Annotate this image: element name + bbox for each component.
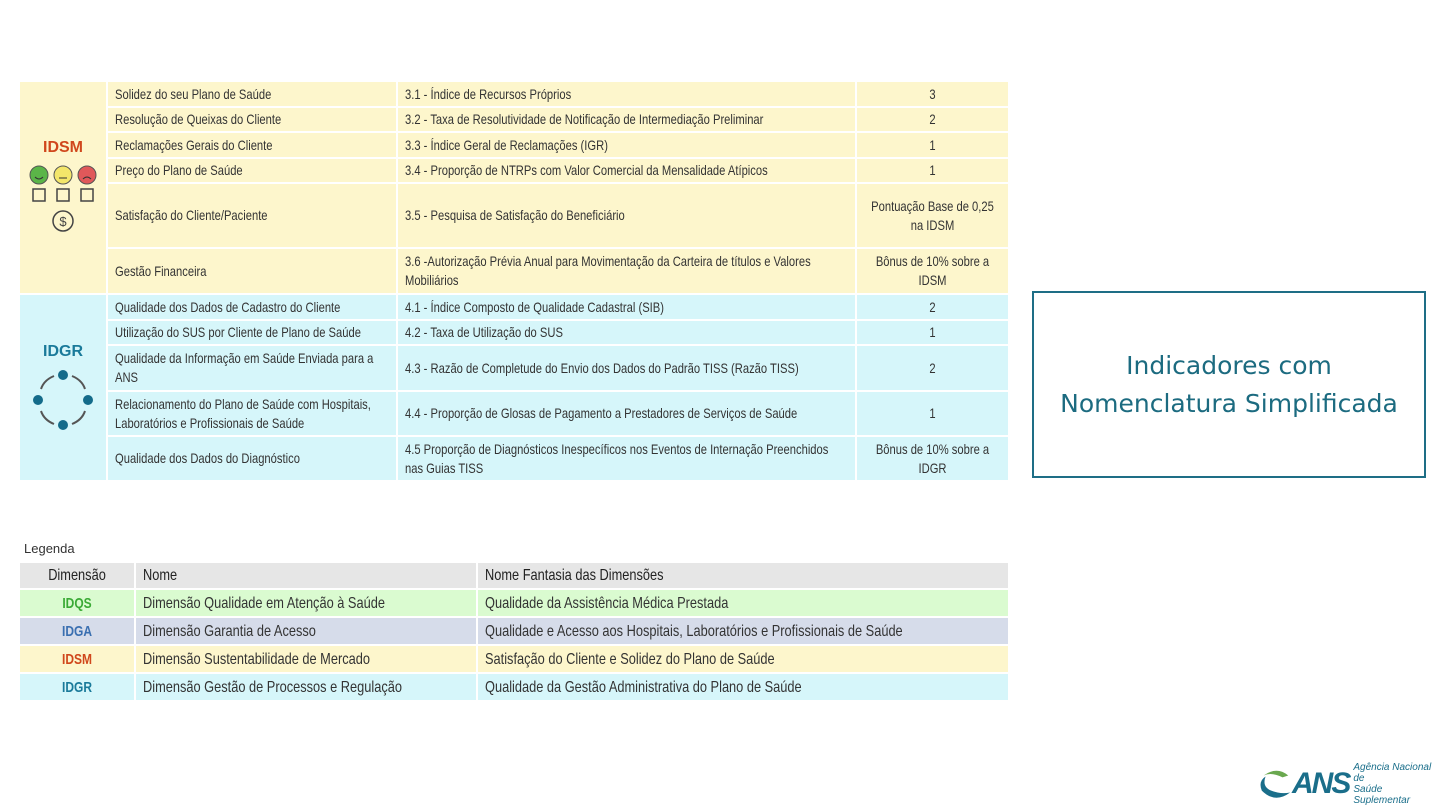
idgr-weight-cell xyxy=(857,437,1010,482)
idgr-name-cell-text: Relacionamento do Plano de Saúde com Hospitais, Laboratórios e Profissionais de Saúde xyxy=(115,395,371,431)
idsm-weight-cell xyxy=(857,159,1010,184)
legend-code-cell xyxy=(20,646,136,674)
idgr-indicator-cell-text: 4.1 - Índice Composto de Qualidade Cadastral (SIB) xyxy=(405,298,664,315)
legend-name-cell xyxy=(136,618,478,646)
legend-header-cell-text: Nome xyxy=(143,567,178,584)
legend-name-cell xyxy=(136,590,478,618)
legend-name-cell xyxy=(136,674,478,702)
idsm-name-cell xyxy=(108,133,398,159)
ans-logo-mark-icon xyxy=(1258,767,1292,801)
idgr-name-cell xyxy=(108,392,398,437)
idsm-indicator-cell xyxy=(398,159,857,184)
idgr-weight-cell xyxy=(857,392,1010,437)
idsm-group-cell xyxy=(20,82,108,295)
idgr-name-cell-text: Qualidade dos Dados de Cadastro do Cliente xyxy=(115,298,341,315)
idgr-weight-cell xyxy=(857,295,1010,321)
idsm-weight-cell-text: 1 xyxy=(929,136,936,153)
idgr-weight-cell-text: 2 xyxy=(929,298,936,315)
idgr-name-cell-text: Qualidade dos Dados do Diagnóstico xyxy=(115,450,300,466)
idsm-indicator-cell-text: 3.2 - Taxa de Resolutividade de Notificação de Intermediação Preliminar xyxy=(405,111,764,127)
legend-name-cell-text: Dimensão Garantia de Acesso xyxy=(143,622,316,640)
callout-box xyxy=(1032,291,1426,478)
idgr-indicator-cell xyxy=(398,392,857,437)
idsm-weight-cell xyxy=(857,184,1010,249)
legend-header-cell xyxy=(136,563,478,590)
legend-fantasy-cell xyxy=(478,618,1010,646)
legend-code-cell xyxy=(20,618,136,646)
legend-header-cell xyxy=(478,563,1010,590)
legend-fantasy-cell-text: Qualidade e Acesso aos Hospitais, Laboratórios e Profissionais de Saúde xyxy=(485,622,903,640)
legend-fantasy-cell xyxy=(478,674,1010,702)
satisfaction-faces-icon xyxy=(27,165,99,237)
idsm-weight-cell xyxy=(857,249,1010,295)
idsm-indicator-cell-text: 3.5 - Pesquisa de Satisfação do Beneficiário xyxy=(405,207,625,223)
legend-code-cell-text: IDQS xyxy=(62,594,92,612)
idsm-indicator-cell-text: 3.1 - Índice de Recursos Próprios xyxy=(405,85,572,102)
legend-header-cell-text: Dimensão xyxy=(48,567,106,584)
legend-name-cell-text: Dimensão Sustentabilidade de Mercado xyxy=(143,650,370,668)
callout-line-1: Indicadores com xyxy=(1126,350,1332,380)
legend-name-cell xyxy=(136,646,478,674)
idgr-weight-cell-text: Bônus de 10% sobre a IDGR xyxy=(875,440,990,476)
idgr-indicator-cell-text: 4.3 - Razão de Completude do Envio dos Dados do Padrão TISS (Razão TISS) xyxy=(405,359,799,376)
idsm-indicator-cell-text: 3.3 - Índice Geral de Reclamações (IGR) xyxy=(405,136,608,153)
legend-code-cell xyxy=(20,590,136,618)
idsm-name-cell-text: Reclamações Gerais do Cliente xyxy=(115,136,273,153)
idsm-indicator-cell xyxy=(398,108,857,133)
idgr-indicator-cell xyxy=(398,437,857,482)
legend-name-cell-text: Dimensão Qualidade em Atenção à Saúde xyxy=(143,594,385,612)
ans-logo-abbr: ANS xyxy=(1292,767,1350,800)
idgr-label: IDGR xyxy=(43,343,83,360)
legend-fantasy-cell xyxy=(478,590,1010,618)
idgr-name-cell xyxy=(108,295,398,321)
idgr-indicator-cell xyxy=(398,346,857,392)
idgr-weight-cell-text: 2 xyxy=(929,359,936,376)
idsm-weight-cell-text: 3 xyxy=(929,85,936,102)
idgr-indicator-cell-text: 4.2 - Taxa de Utilização do SUS xyxy=(405,324,563,340)
idsm-weight-cell xyxy=(857,133,1010,159)
idsm-name-cell-text: Preço do Plano de Saúde xyxy=(115,162,243,178)
idsm-name-cell-text: Satisfação do Cliente/Paciente xyxy=(115,207,268,223)
idgr-indicator-cell xyxy=(398,295,857,321)
idsm-name-cell xyxy=(108,249,398,295)
idsm-indicator-cell-text: 3.6 -Autorização Prévia Anual para Movimentação da Carteira de títulos e Valores Mobiliários xyxy=(405,253,811,288)
idsm-weight-cell-text: 1 xyxy=(929,162,936,178)
idgr-indicator-cell-text: 4.4 - Proporção de Glosas de Pagamento a Prestadores de Serviços de Saúde xyxy=(405,405,798,421)
idgr-group-cell xyxy=(20,295,108,482)
idsm-indicator-cell xyxy=(398,82,857,108)
legend-fantasy-cell-text: Satisfação do Cliente e Solidez do Plano de Saúde xyxy=(485,650,775,668)
idsm-weight-cell-text: 2 xyxy=(929,111,936,127)
idsm-weight-cell-text: Pontuação Base de 0,25 na IDSM xyxy=(871,197,994,233)
ans-logo-line-2: Saúde Suplementar xyxy=(1353,784,1411,806)
idsm-label: IDSM xyxy=(43,139,83,156)
legend-code-cell xyxy=(20,674,136,702)
idsm-name-cell xyxy=(108,184,398,249)
idgr-weight-cell xyxy=(857,321,1010,346)
legend-fantasy-cell-text: Qualidade da Gestão Administrativa do Plano de Saúde xyxy=(485,678,802,696)
idgr-name-cell xyxy=(108,437,398,482)
idgr-name-cell xyxy=(108,321,398,346)
legend-fantasy-cell-text: Qualidade da Assistência Médica Prestada xyxy=(485,594,729,612)
idsm-weight-cell xyxy=(857,82,1010,108)
idsm-name-cell-text: Resolução de Queixas do Cliente xyxy=(115,111,282,127)
ans-logo-line-1: Agência Nacional de xyxy=(1353,762,1432,784)
idsm-weight-cell xyxy=(857,108,1010,133)
legend-code-cell-text: IDSM xyxy=(62,650,92,668)
idsm-indicator-cell xyxy=(398,184,857,249)
idgr-weight-cell xyxy=(857,346,1010,392)
idgr-weight-cell-text: 1 xyxy=(929,324,936,340)
idgr-name-cell-text: Qualidade da Informação em Saúde Enviada para a ANS xyxy=(115,350,374,385)
idgr-indicator-cell-text: 4.5 Proporção de Diagnósticos Inespecíficos nos Eventos de Internação Preenchidos nas Guias TISS xyxy=(405,440,829,476)
idsm-name-cell-text: Gestão Financeira xyxy=(115,262,207,279)
idsm-name-cell-text: Solidez do seu Plano de Saúde xyxy=(115,85,272,102)
legend-title: Legenda xyxy=(24,541,75,556)
legend-fantasy-cell xyxy=(478,646,1010,674)
legend-header-cell xyxy=(20,563,136,590)
legend-name-cell-text: Dimensão Gestão de Processos e Regulação xyxy=(143,678,402,696)
callout-line-2: Nomenclatura Simplificada xyxy=(1060,388,1398,418)
idsm-indicator-cell-text: 3.4 - Proporção de NTRPs com Valor Comercial da Mensalidade Atípicos xyxy=(405,162,768,178)
idsm-indicator-cell xyxy=(398,249,857,295)
idsm-name-cell xyxy=(108,108,398,133)
idgr-indicator-cell xyxy=(398,321,857,346)
idsm-indicator-cell xyxy=(398,133,857,159)
legend-code-cell-text: IDGR xyxy=(62,678,92,696)
idsm-name-cell xyxy=(108,159,398,184)
ans-logo xyxy=(1258,762,1440,806)
idsm-name-cell xyxy=(108,82,398,108)
idsm-weight-cell-text: Bônus de 10% sobre a IDSM xyxy=(875,253,990,288)
legend-header-cell-text: Nome Fantasia das Dimensões xyxy=(485,567,664,584)
idgr-name-cell xyxy=(108,346,398,392)
legend-code-cell-text: IDGA xyxy=(62,622,92,640)
process-cycle-icon xyxy=(30,367,96,433)
idgr-name-cell-text: Utilização do SUS por Cliente de Plano de Saúde xyxy=(115,324,361,340)
svg-text:$: $ xyxy=(59,214,67,229)
idgr-weight-cell-text: 1 xyxy=(929,405,936,421)
